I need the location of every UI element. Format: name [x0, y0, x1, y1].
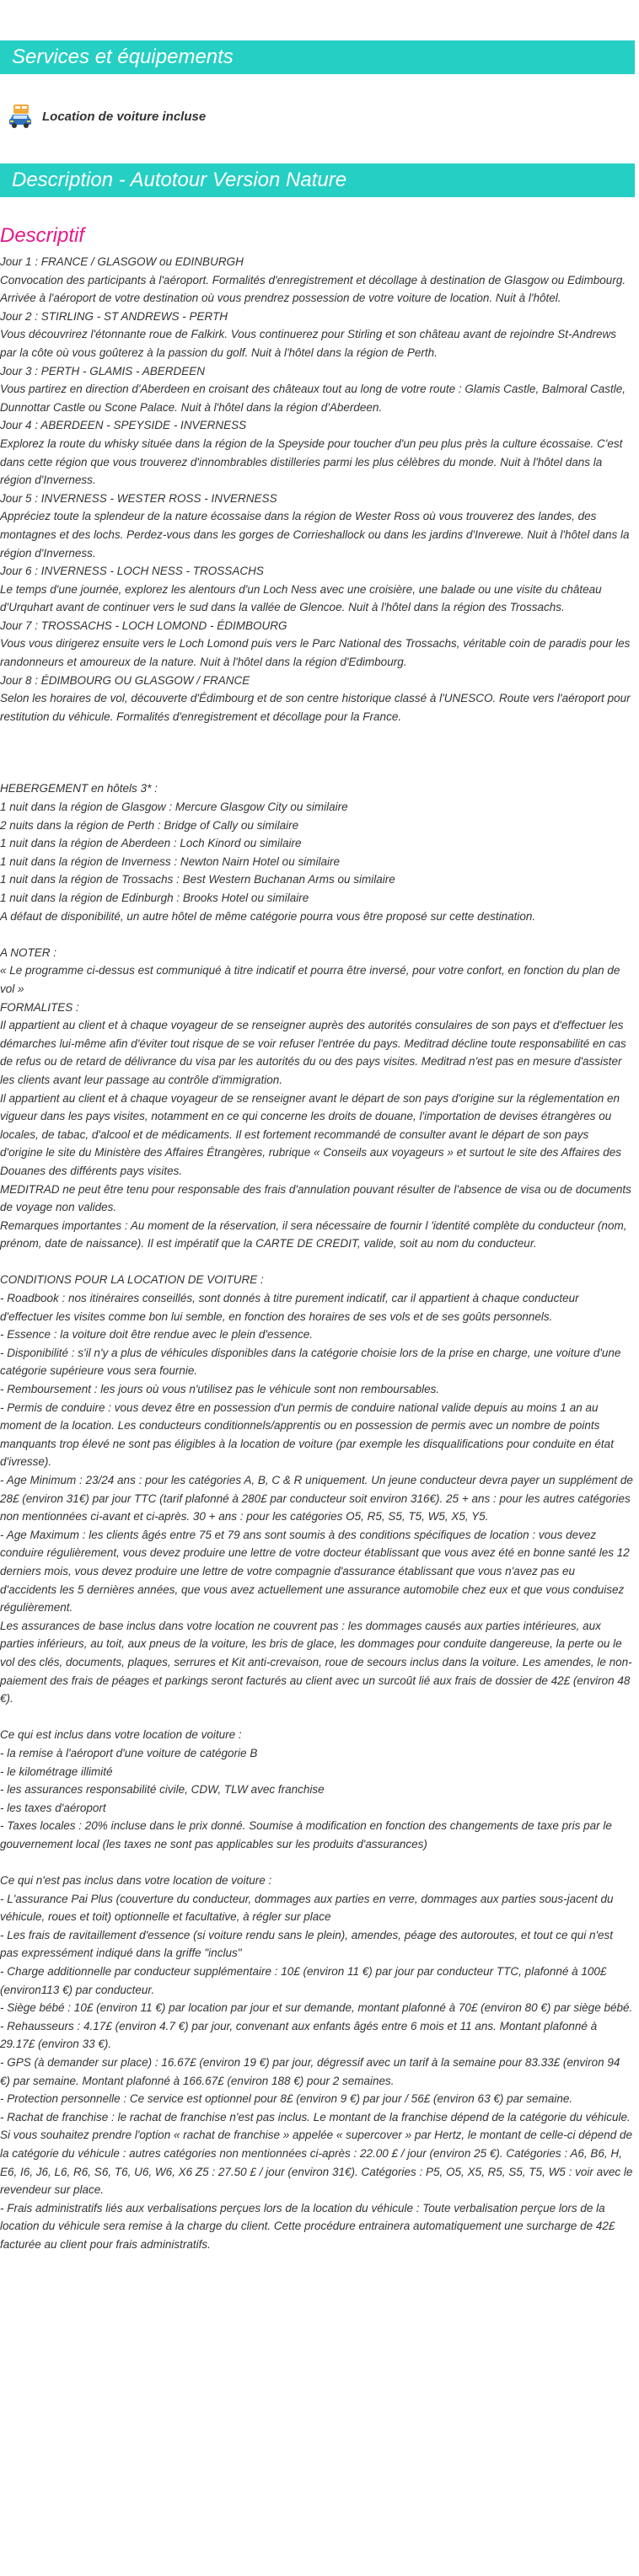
- service-item-car-rental: [0, 74, 635, 137]
- not-included-title: Ce qui n'est pas inclus dans votre location de voiture :: [0, 1874, 272, 1888]
- notes-title: A NOTER :: [0, 945, 57, 959]
- itinerary-day-text: Convocation des participants à l'aéroport. Formalités d'enregistrement et décollage à destination de Glasgow ou Edimbourg. Arrivée à l'aéroport de votre destination où vous prendrez possession de votre voiture de location. Nuit à l'hôtel.: [0, 273, 626, 305]
- itinerary-day-title: Jour 6 : INVERNESS - LOCH NESS - TROSSACHS: [0, 565, 264, 578]
- hotel-line: 2 nuits dans la région de Perth : Bridge of Cally ou similaire: [0, 818, 299, 832]
- notes-line: MEDITRAD ne peut être tenu pour responsable des frais d'annulation pouvant résulter de l'absence de visa ou de documents de voyage non valides.: [0, 1182, 631, 1214]
- rental-condition: - Age Minimum : 23/24 ans : pour les catégories A, B, C & R uniquement. Un jeune conducteur devra payer un supplément de 28£ (environ 31€) par jour TTC (tarif plafonné à 280£ par conducteur soit environ 316€). 25 + ans : pour les autres catégories non mentionnées ci-avant et ci-après. 30 + ans : pour les catégories O5, R5, S5, T5, W5, X5, Y5.: [0, 1474, 633, 1524]
- description-body: [0, 253, 635, 2254]
- not-included-block: [0, 1872, 633, 2253]
- itinerary-day-text: Vous vous dirigerez ensuite vers le Loch Lomond puis vers le Parc National des Trossachs, véritable coin de paradis pour les randonneurs et amoureux de la nature. Nuit à l'hôtel dans la région d'Edimbourg.: [0, 637, 631, 669]
- not-included-item: - Protection personnelle : Ce service est optionnel pour 8£ (environ 9 €) par jour / 56£ (environ 63 €) par semaine.: [0, 2092, 573, 2106]
- itinerary-day-text: Selon les horaires de vol, découverte d'Édimbourg et de son centre historique classé à l'UNESCO. Route vers l'aéroport pour restitution du véhicule. Formalités d'enregistrement et décollage pour la France.: [0, 692, 631, 723]
- notes-line: « Le programme ci-dessus est communiqué à titre indicatif et pourra être inversé, pour votre confort, en fonction du plan de vol »: [0, 964, 620, 995]
- itinerary-day-text: Appréciez toute la splendeur de la nature écossaise dans la région de Wester Ross où vous trouverez des landes, des montagnes et des lochs. Perdez-vous dans les gorges de Corrieshallock ou dans les jardins d'Inverewe. Nuit à l'hôtel dans la région d'Inverness.: [0, 510, 630, 560]
- rental-condition: Les assurances de base inclus dans votre location ne couvrent pas : les dommages causés aux parties intérieures, aux parties inférieurs, au toit, aux pneus de la voiture, les bris de glace, les dommages pour conduite dangereuse, la perte ou le vol des clés, documents, plaques, serrures et Kit anti-crevaison, roue de secours inclus dans la voiture. Les amendes, le non-paiement des frais de péages et parkings seront facturés au client avec un surcoût lié aux frais de dossier de 42£ (environ 48 €).: [0, 1619, 632, 1706]
- itinerary-day-text: Vous découvrirez l'étonnante roue de Falkirk. Vous continuerez pour Stirling et son château avant de rejoindre St-Andrews par la côte où vous goûterez à la passion du golf. Nuit à l'hôtel dans la région de Perth.: [0, 328, 616, 359]
- rental-conditions-block: [0, 1271, 633, 1707]
- notes-block: [0, 944, 633, 1253]
- included-item: - les assurances responsabilité civile, CDW, TLW avec franchise: [0, 1783, 325, 1797]
- not-included-item: - Rachat de franchise : le rachat de franchise n'est pas inclus. Le montant de la franchise dépend de la catégorie du véhicule. Si vous souhaitez prendre l'option « rachat de franchise » appelée « supercover » par Hertz, le montant de celle-ci dépend de la catégorie du véhicule : autres catégories non mentionnées ci-après : 22.00 £ / jour (environ 25 €). Catégories : A6, B6, H, E6, I6, J6, L6, R6, S6, T6, U6, W6, X6 Z5 : 27.50 £ / jour (environ 31€). Catégories : P5, O5, X5, R5, S5, T5, W5 : voir avec le revendeur sur place.: [0, 2110, 633, 2197]
- not-included-item: - Rehausseurs : 4.17£ (environ 4.7 €) par jour, convenant aux enfants âgés entre 6 mois et 11 ans. Montant plafonné à 29.17£ (environ 33 €).: [0, 2019, 598, 2051]
- not-included-item: - Charge additionnelle par conducteur supplémentaire : 10£ (environ 11 €) par jour par conducteur TTC, plafonné à 100£ (environ113 €) par conducteur.: [0, 1965, 607, 1996]
- hotel-line: 1 nuit dans la région de Glasgow : Mercure Glasgow City ou similaire: [0, 801, 348, 814]
- included-title: Ce qui est inclus dans votre location de voiture :: [0, 1728, 242, 1742]
- hotels-block: [0, 779, 633, 925]
- itinerary-day-title: Jour 7 : TROSSACHS - LOCH LOMOND - ÉDIMBOURG: [0, 619, 287, 632]
- rental-condition: - Age Maximum : les clients âgés entre 75 et 79 ans sont soumis à des conditions spécifiques de location : vous devez conduire régulièrement, vous devez produire une lettre de votre docteur établissant que vous avez été en bonne santé les 12 derniers mois, vous devez produire une lettre de votre compagnie d'assurance établissant que vous n'avez pas eu d'accidents les 5 dernières années, que vous avez actuellement une assurance automobile chez eux et que vous conduisez régulièrement.: [0, 1528, 630, 1615]
- not-included-item: - L'assurance Pai Plus (couverture du conducteur, dommages aux parties en verre, dommages aux parties sous-jacent du véhicule, roues et toit) optionnelle et facultative, à régler sur place: [0, 1892, 614, 1924]
- description-title: Descriptif: [0, 224, 85, 247]
- hotel-line: 1 nuit dans la région de Inverness : Newton Nairn Hotel ou similaire: [0, 854, 340, 868]
- included-item: - la remise à l'aéroport d'une voiture de catégorie B: [0, 1746, 258, 1759]
- itinerary-block: [0, 253, 633, 726]
- service-item-label: Location de voiture incluse: [42, 109, 207, 124]
- itinerary-day-title: Jour 4 : ABERDEEN - SPEYSIDE - INVERNESS: [0, 419, 247, 432]
- itinerary-day-title: Jour 3 : PERTH - GLAMIS - ABERDEEN: [0, 364, 206, 378]
- itinerary-day-title: Jour 8 : ÉDIMBOURG OU GLASGOW / FRANCE: [0, 673, 250, 687]
- rental-condition: - Disponibilité : s'il n'y a plus de véhicules disponibles dans la catégorie choisie lors de la prise en charge, une voiture d'une catégorie supérieure vous sera fournie.: [0, 1346, 621, 1378]
- itinerary-day-text: Explorez la route du whisky située dans la région de la Speyside pour toucher d'un peu plus près la culture écossaise. C'est dans cette région que vous trouverez d'innombrables distilleries parmi les plus célèbres du monde. Nuit à l'hôtel dans la région d'Inverness.: [0, 436, 623, 487]
- not-included-item: - Siège bébé : 10£ (environ 11 €) par location par jour et sur demande, montant plafonné à 70£ (environ 80 €) par siège bébé.: [0, 2001, 633, 2015]
- formalities-title: FORMALITES :: [0, 1000, 79, 1014]
- car-rental-icon: [7, 103, 34, 130]
- itinerary-day-text: Vous partirez en direction d'Aberdeen en croisant des châteaux tout au long de votre route : Glamis Castle, Balmoral Castle, Dunnottar Castle ou Scone Palace. Nuit à l'hôtel dans la région d'Aberdeen.: [0, 383, 626, 414]
- notes-line: Il appartient au client et à chaque voyageur de se renseigner auprès des autorités consulaires de son pays et d'effectuer les démarches lui-même afin d'éviter tout risque de se voir refuser l'entrée du pays. Meditrad décline toute responsabilité en cas de refus ou de retard de délivrance du visa par les autorités du ou des pays visites. Meditrad n'est pas en mesure d'assister les clients avant leur passage au contrôle d'immigration.: [0, 1019, 626, 1086]
- itinerary-day-title: Jour 1 : FRANCE / GLASGOW ou EDINBURGH: [0, 255, 244, 268]
- hotel-line: 1 nuit dans la région de Aberdeen : Loch Kinord ou similaire: [0, 837, 302, 850]
- services-header: Services et équipements: [0, 40, 635, 74]
- rental-condition: - Permis de conduire : vous devez être en possession d'un permis de conduire national valide depuis au moins 1 an au moment de la location. Les conducteurs conditionnels/apprentis ou en possession de permis avec un nombre de points manquants trop élevé ne sont pas éligibles à la location de voiture (par exemple les disqualifications pour conduite en état d'ivresse).: [0, 1400, 614, 1469]
- not-included-item: - Frais administratifs liés aux verbalisations perçues lors de la location du véhicule : Toute verbalisation perçue lors de la location du véhicule sera remise à la charge du client. Cette procédure entrainera automatiquement une surcharge de 42£ facturée au client pour frais administratifs.: [0, 2201, 615, 2251]
- included-item: - Taxes locales : 20% incluse dans le prix donné. Soumise à modification en fonction des changements de taxe pris par le gouvernement local (les taxes ne sont pas applicables sur les produits d'assurances): [0, 1819, 612, 1850]
- included-item: - le kilométrage illimité: [0, 1765, 113, 1778]
- rental-condition: - Remboursement : les jours où vous n'utilisez pas le véhicule sont non remboursables.: [0, 1383, 440, 1396]
- included-item: - les taxes d'aéroport: [0, 1801, 106, 1814]
- not-included-item: - GPS (à demander sur place) : 16.67£ (environ 19 €) par jour, dégressif avec un tarif à la semaine pour 83.33£ (environ 94 €) par semaine. Montant plafonné à 166.67£ (environ 188 €) pour 2 semaines.: [0, 2056, 620, 2087]
- not-included-item: - Les frais de ravitaillement d'essence (si voiture rendu sans le plein), amendes, péage des autoroutes, et tout ce qui n'est pas expressément indiqué dans la griffe "inclus": [0, 1928, 614, 1960]
- rental-condition: - Roadbook : nos itinéraires conseillés, sont donnés à titre purement indicatif, car il appartient à chaque conducteur d'effectuer les visites comme bon lui semble, en fonction des horaires de ses vols et de ses goûts personnels.: [0, 1292, 579, 1323]
- hotel-line: 1 nuit dans la région de Edinburgh : Brooks Hotel ou similaire: [0, 892, 309, 904]
- rental-conditions-title: CONDITIONS POUR LA LOCATION DE VOITURE :: [0, 1273, 264, 1287]
- rental-condition: - Essence : la voiture doit être rendue avec le plein d'essence.: [0, 1328, 314, 1342]
- hotel-note: A défaut de disponibilité, un autre hôtel de même catégorie pourra vous être proposé sur cette destination.: [0, 909, 536, 923]
- itinerary-day-text: Le temps d'une journée, explorez les alentours d'un Loch Ness avec une croisière, une balade ou une visite du château d'Urquhart avant de continuer vers le sud dans la vallée de Glencoe. Nuit à l'hôtel dans la région des Trossachs.: [0, 582, 602, 614]
- notes-line: Remarques importantes : Au moment de la réservation, il sera nécessaire de fournir l 'identité complète du conducteur (nom, prénom, date de naissance). Il est impératif que la CARTE DE CREDIT, valide, soit au nom du conducteur.: [0, 1218, 627, 1251]
- hotel-line: 1 nuit dans la région de Trossachs : Best Western Buchanan Arms ou similaire: [0, 873, 395, 886]
- description-header: Description - Autotour Version Nature: [0, 163, 635, 197]
- notes-line: Il appartient au client et à chaque voyageur de se renseigner avant le départ de son pays d'origine sur la réglementation en vigueur dans les pays visites, notamment en ce qui concerne les droits de douane, l'importation de devises étrangères ou locales, de tabac, d'alcool et de médicaments. Il est fortement recommandé de consulter avant le départ de son pays d'origine le site du Ministère des Affaires Étrangères, rubrique « Conseils aux voyageurs » et surtout le site des Affaires des Douanes des différents pays visites.: [0, 1091, 621, 1177]
- itinerary-day-title: Jour 5 : INVERNESS - WESTER ROSS - INVERNESS: [0, 491, 277, 505]
- itinerary-day-title: Jour 2 : STIRLING - ST ANDREWS - PERTH: [0, 309, 228, 323]
- included-block: [0, 1726, 633, 1853]
- hotels-title: HEBERGEMENT en hôtels 3* :: [0, 782, 158, 795]
